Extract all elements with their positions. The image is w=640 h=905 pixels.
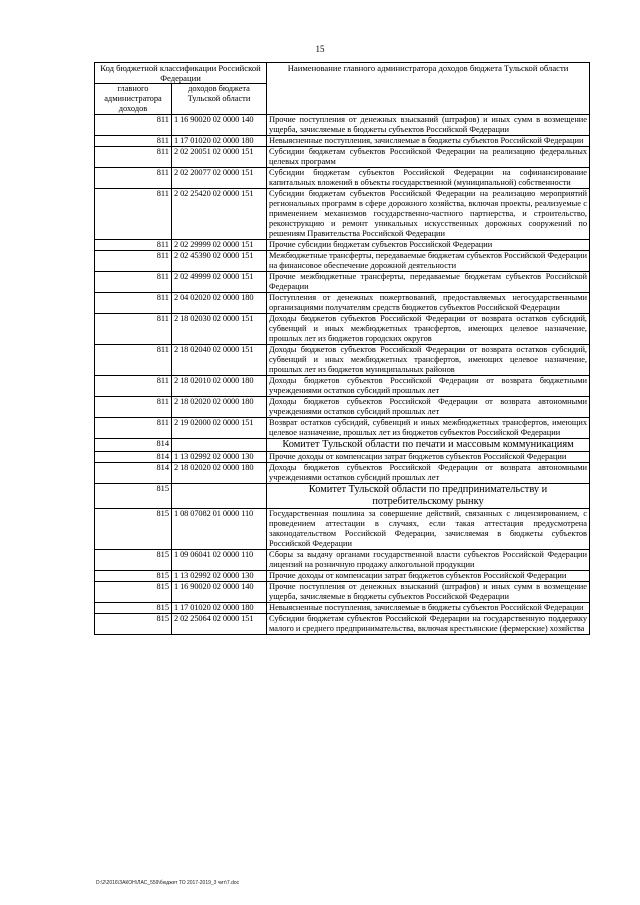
income-name-cell: Государственная пошлина за совершение действий, связанных с лицензированием, с проведением аттестации в случаях, если такая аттестация предусмотрена законодательством Российской Федерации, зачисляемая в бюджеты субъектов Российской Федерации (267, 509, 590, 550)
table-row (95, 136, 590, 147)
table-row (95, 603, 590, 614)
header-name-column: Наименование главного администратора доходов бюджета Тульской области (267, 63, 590, 115)
page-number: 15 (315, 44, 325, 54)
table-row (95, 314, 590, 345)
income-code-cell: 2 02 25064 02 0000 151 (172, 614, 267, 635)
admin-code-cell: 814 (95, 439, 172, 452)
income-name-cell: Доходы бюджетов субъектов Российской Федерации от возврата остатков субсидий, субвенций и иных межбюджетных трансфертов, имеющих целевое назначение, прошлых лет из бюджетов муниципальных районов (267, 345, 590, 376)
table-row (95, 272, 590, 293)
table-row (95, 240, 590, 251)
income-code-cell: 2 02 20077 02 0000 151 (172, 168, 267, 189)
income-code-cell: 2 02 45390 02 0000 151 (172, 251, 267, 272)
income-code-cell: 2 19 02000 02 0000 151 (172, 418, 267, 439)
income-name-cell: Доходы бюджетов субъектов Российской Федерации от возврата автономными учреждениями остатков субсидий прошлых лет (267, 397, 590, 418)
header-admin-column: главного администратора доходов (95, 84, 172, 115)
table-row (95, 376, 590, 397)
income-name-cell: Прочие доходы от компенсации затрат бюджетов субъектов Российской Федерации (267, 571, 590, 582)
admin-code-cell: 811 (95, 115, 172, 136)
admin-code-cell: 815 (95, 614, 172, 635)
table-row (95, 147, 590, 168)
table-row (95, 614, 590, 635)
income-name-cell: Субсидии бюджетам субъектов Российской Федерации на софинансирование капитальных вложений в объекты государственной (муниципальной) собственности (267, 168, 590, 189)
admin-code-cell: 811 (95, 345, 172, 376)
table-row (95, 509, 590, 550)
income-name-cell: Сборы за выдачу органами государственной власти субъектов Российской Федерации лицензий на розничную продажу алкогольной продукции (267, 550, 590, 571)
admin-code-cell: 811 (95, 376, 172, 397)
admin-code-cell: 811 (95, 293, 172, 314)
income-name-cell: Невыясненные поступления, зачисляемые в бюджеты субъектов Российской Федерации (267, 136, 590, 147)
table-row (95, 397, 590, 418)
admin-code-cell: 815 (95, 509, 172, 550)
income-name-cell: Прочие межбюджетные трансферты, передаваемые бюджетам субъектов Российской Федерации (267, 272, 590, 293)
income-name-cell: Поступления от денежных пожертвований, предоставляемых негосударственными организациями получателям средств бюджетов субъектов Российской Федерации (267, 293, 590, 314)
income-code-cell: 2 02 20051 02 0000 151 (172, 147, 267, 168)
table-row (95, 463, 590, 484)
admin-code-cell: 815 (95, 603, 172, 614)
income-name-cell: Прочие поступления от денежных взысканий (штрафов) и иных сумм в возмещение ущерба, зачисляемые в бюджеты субъектов Российской Федерации (267, 582, 590, 603)
income-name-cell: Субсидии бюджетам субъектов Российской Федерации на реализацию федеральных целевых программ (267, 147, 590, 168)
income-code-cell: 1 16 90020 02 0000 140 (172, 115, 267, 136)
committee-title-cell: Комитет Тульской области по печати и массовым коммуникациям (267, 439, 590, 452)
income-code-cell: 2 18 02030 02 0000 151 (172, 314, 267, 345)
income-code-cell: 2 02 49999 02 0000 151 (172, 272, 267, 293)
income-code-cell: 1 13 02992 02 0000 130 (172, 452, 267, 463)
income-code-cell: 1 09 06041 02 0000 110 (172, 550, 267, 571)
admin-code-cell: 814 (95, 452, 172, 463)
admin-code-cell: 811 (95, 240, 172, 251)
table-row (95, 189, 590, 240)
admin-code-cell: 811 (95, 251, 172, 272)
admin-code-cell: 814 (95, 463, 172, 484)
table-body (95, 115, 590, 635)
empty-code-cell (172, 484, 267, 509)
admin-code-cell: 811 (95, 272, 172, 293)
income-code-cell: 1 17 01020 02 0000 180 (172, 603, 267, 614)
admin-code-cell: 811 (95, 314, 172, 345)
budget-classification-table (94, 62, 590, 635)
income-name-cell: Прочие доходы от компенсации затрат бюджетов субъектов Российской Федерации (267, 452, 590, 463)
income-name-cell: Доходы бюджетов субъектов Российской Федерации от возврата бюджетными учреждениями остатков субсидий прошлых лет (267, 376, 590, 397)
committee-row (95, 439, 590, 452)
admin-code-cell: 811 (95, 136, 172, 147)
income-name-cell: Невыясненные поступления, зачисляемые в бюджеты субъектов Российской Федерации (267, 603, 590, 614)
table-row (95, 293, 590, 314)
table-row (95, 251, 590, 272)
empty-code-cell (172, 439, 267, 452)
table-row (95, 168, 590, 189)
table-row (95, 452, 590, 463)
admin-code-cell: 811 (95, 397, 172, 418)
income-code-cell: 2 18 02020 02 0000 180 (172, 463, 267, 484)
income-name-cell: Субсидии бюджетам субъектов Российской Федерации на государственную поддержку малого и среднего предпринимательства, включая крестьянские (фермерские) хозяйства (267, 614, 590, 635)
income-code-cell: 1 16 90020 02 0000 140 (172, 582, 267, 603)
admin-code-cell: 811 (95, 147, 172, 168)
admin-code-cell: 811 (95, 168, 172, 189)
file-path-footer: D:\2\2016\ЗАКОН\ЛАС_559\бюджет ТО 2017-2019_3 чит\7.doc (96, 880, 240, 886)
admin-code-cell: 811 (95, 418, 172, 439)
income-name-cell: Субсидии бюджетам субъектов Российской Федерации на реализацию мероприятий региональных программ в сфере дорожного хозяйства, включая проекты, реализуемые с применением механизмов государственно-частного партнерства, и строительство, реконструкцию и ремонт уникальных искусственных дорожных сооружений по решениям Правительства Российской Федерации (267, 189, 590, 240)
admin-code-cell: 815 (95, 550, 172, 571)
admin-code-cell: 811 (95, 189, 172, 240)
income-name-cell: Доходы бюджетов субъектов Российской Федерации от возврата остатков субсидий, субвенций и иных межбюджетных трансфертов, имеющих целевое назначение, прошлых лет из бюджетов городских округов (267, 314, 590, 345)
admin-code-cell: 815 (95, 571, 172, 582)
committee-title-cell: Комитет Тульской области по предпринимательству и потребительскому рынку (267, 484, 590, 509)
admin-code-cell: 815 (95, 582, 172, 603)
income-name-cell: Доходы бюджетов субъектов Российской Федерации от возврата автономными учреждениями остатков субсидий прошлых лет (267, 463, 590, 484)
committee-row (95, 484, 590, 509)
header-code-group: Код бюджетной классификации Российской Федерации (95, 63, 267, 84)
table-row (95, 115, 590, 136)
income-code-cell: 1 08 07082 01 0000 110 (172, 509, 267, 550)
admin-code-cell: 815 (95, 484, 172, 509)
income-code-cell: 1 17 01020 02 0000 180 (172, 136, 267, 147)
table-row (95, 418, 590, 439)
income-name-cell: Прочие субсидии бюджетам субъектов Российской Федерации (267, 240, 590, 251)
income-code-cell: 2 18 02010 02 0000 180 (172, 376, 267, 397)
income-name-cell: Возврат остатков субсидий, субвенций и иных межбюджетных трансфертов, имеющих целевое назначение, прошлых лет из бюджетов субъектов Российской Федерации (267, 418, 590, 439)
income-code-cell: 1 13 02992 02 0000 130 (172, 571, 267, 582)
income-name-cell: Межбюджетные трансферты, передаваемые бюджетам субъектов Российской Федерации на финансовое обеспечение дорожной деятельности (267, 251, 590, 272)
income-code-cell: 2 02 29999 02 0000 151 (172, 240, 267, 251)
table-row (95, 571, 590, 582)
table-row (95, 345, 590, 376)
income-code-cell: 2 18 02040 02 0000 151 (172, 345, 267, 376)
income-code-cell: 2 18 02020 02 0000 180 (172, 397, 267, 418)
table-row (95, 550, 590, 571)
income-code-cell: 2 02 25420 02 0000 151 (172, 189, 267, 240)
table-row (95, 582, 590, 603)
income-code-cell: 2 04 02020 02 0000 180 (172, 293, 267, 314)
income-name-cell: Прочие поступления от денежных взысканий (штрафов) и иных сумм в возмещение ущерба, зачисляемые в бюджеты субъектов Российской Федерации (267, 115, 590, 136)
header-income-column: доходов бюджета Тульской области (172, 84, 267, 115)
